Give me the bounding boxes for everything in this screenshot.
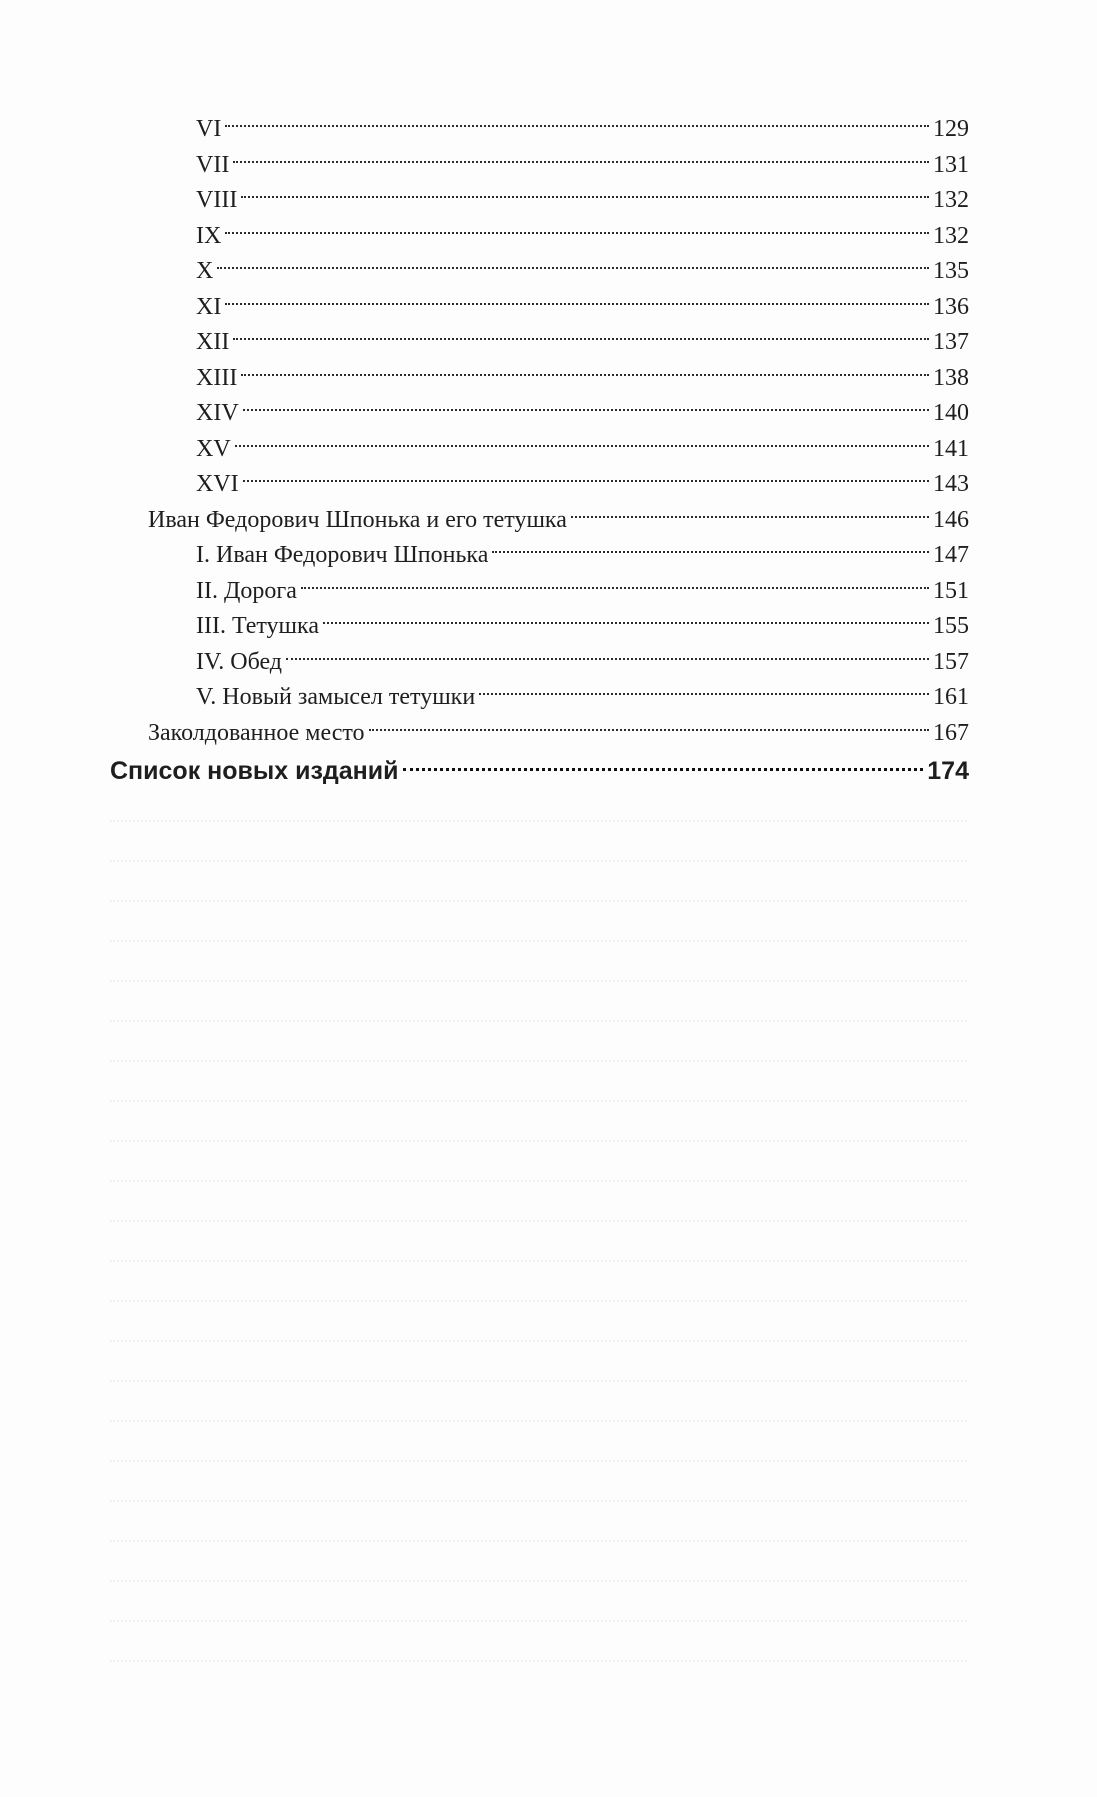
toc-page-number: 138	[933, 364, 969, 391]
toc-entry-title: XI	[196, 293, 222, 320]
toc-page-number: 161	[933, 684, 969, 710]
toc-chapter-entry	[148, 706, 969, 746]
toc-subchapter-entry	[196, 635, 969, 675]
toc-dot-leader	[323, 599, 929, 633]
toc-entry-title: XVI	[196, 471, 239, 497]
toc-entry-title: Список новых изданий	[110, 757, 399, 785]
toc-dot-leader	[479, 670, 929, 704]
toc-dot-leader	[233, 315, 929, 349]
toc-entry-title: XII	[196, 329, 230, 355]
toc-subchapter-entry	[196, 386, 969, 426]
toc-page-number: 140	[933, 400, 969, 426]
toc-dot-leader	[369, 706, 929, 740]
toc-entry-title: IV. Обед	[196, 648, 283, 675]
toc-section-entry	[110, 745, 969, 785]
toc-entry-title: XIV	[196, 400, 239, 426]
toc-subchapter-entry	[196, 670, 969, 710]
toc-entry-title: VII	[196, 151, 230, 178]
toc-entry-title: VI	[196, 116, 222, 142]
toc-subchapter-entry	[196, 351, 969, 391]
toc-page-number: 132	[933, 187, 969, 213]
toc-dot-leader	[286, 635, 929, 669]
toc-page-number: 136	[933, 293, 969, 320]
toc-page-number: 143	[933, 471, 969, 497]
toc-entry-title: XV	[196, 435, 231, 462]
toc-page-number: 157	[933, 648, 969, 675]
toc-page-number: 155	[933, 613, 969, 639]
toc-subchapter-entry	[196, 422, 969, 462]
toc-dot-leader	[225, 102, 929, 136]
toc-subchapter-entry	[196, 280, 969, 320]
toc-subchapter-entry	[196, 457, 969, 497]
toc-entry-title: XIII	[196, 364, 238, 391]
toc-page-number: 137	[933, 329, 969, 355]
toc-entry-title: II. Дорога	[196, 577, 297, 604]
toc-subchapter-entry	[196, 102, 969, 142]
toc-page-number: 146	[933, 506, 969, 533]
toc-page-number: 151	[933, 577, 969, 604]
toc-page-number: 131	[933, 151, 969, 178]
toc-dot-leader	[243, 457, 929, 491]
toc-entry-title: I. Иван Федорович Шпонька	[196, 542, 489, 568]
toc-page-number: 147	[933, 542, 969, 568]
toc-page-number: 174	[927, 757, 969, 785]
toc-dot-leader	[241, 351, 929, 385]
toc-entry-title: V. Новый замысел тетушки	[196, 684, 476, 710]
toc-page-number: 135	[933, 258, 969, 284]
toc-page-number: 132	[933, 222, 969, 249]
toc-entry-title: Заколдованное место	[148, 719, 365, 746]
toc-page-number: 167	[933, 719, 969, 746]
toc-entry-title: X	[196, 258, 214, 284]
toc-page-number: 141	[933, 435, 969, 462]
toc-dot-leader	[301, 564, 929, 598]
toc-dot-leader	[403, 745, 924, 779]
toc-subchapter-entry	[196, 564, 969, 604]
toc-subchapter-entry	[196, 599, 969, 639]
toc-entry-title: IX	[196, 222, 222, 249]
toc-subchapter-entry	[196, 138, 969, 178]
toc-dot-leader	[235, 422, 929, 456]
toc-entry-title: Иван Федорович Шпонька и его тетушка	[148, 506, 567, 533]
toc-page-number: 129	[933, 116, 969, 142]
toc-subchapter-entry	[196, 209, 969, 249]
toc-entry-title: III. Тетушка	[196, 613, 319, 639]
toc-dot-leader	[571, 493, 929, 527]
toc-subchapter-entry	[196, 244, 969, 284]
toc-subchapter-entry	[196, 173, 969, 213]
toc-dot-leader	[233, 138, 929, 172]
toc-entry-title: VIII	[196, 187, 238, 213]
toc-dot-leader	[225, 209, 929, 243]
toc-subchapter-entry	[196, 315, 969, 355]
toc-dot-leader	[241, 173, 929, 207]
toc-dot-leader	[243, 386, 929, 420]
toc-dot-leader	[217, 244, 929, 278]
toc-subchapter-entry	[196, 528, 969, 568]
toc-dot-leader	[492, 528, 929, 562]
toc-dot-leader	[225, 280, 929, 314]
toc-chapter-entry	[148, 493, 969, 533]
